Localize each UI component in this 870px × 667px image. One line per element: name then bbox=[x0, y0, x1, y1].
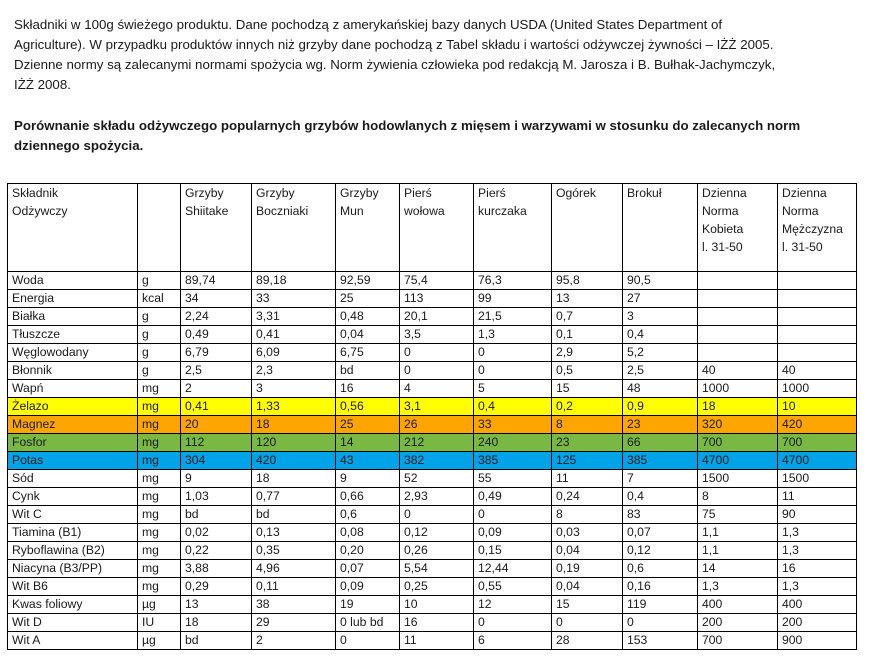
value-cell: 700 bbox=[698, 632, 778, 650]
value-cell: 2,5 bbox=[623, 362, 698, 380]
value-cell bbox=[778, 326, 857, 344]
value-cell: 5,2 bbox=[623, 344, 698, 362]
value-cell: 0,56 bbox=[336, 398, 400, 416]
value-cell bbox=[698, 308, 778, 326]
value-cell: 2 bbox=[252, 632, 336, 650]
column-header-line: Ogórek bbox=[556, 186, 596, 200]
column-header-line: Norma bbox=[702, 204, 739, 218]
nutrient-name-cell: Tiamina (B1) bbox=[8, 524, 138, 542]
value-cell: 10 bbox=[400, 596, 474, 614]
column-header-line: Brokuł bbox=[627, 186, 662, 200]
unit-cell: mg bbox=[138, 416, 181, 434]
table-row bbox=[8, 380, 857, 398]
value-cell: 0,15 bbox=[474, 542, 552, 560]
table-heading bbox=[14, 116, 859, 156]
value-cell: 125 bbox=[552, 452, 623, 470]
table-body bbox=[8, 272, 857, 650]
value-cell: 2,9 bbox=[552, 344, 623, 362]
value-cell: 3 bbox=[623, 308, 698, 326]
value-cell: 385 bbox=[474, 452, 552, 470]
table-row bbox=[8, 272, 857, 290]
value-cell: 89,18 bbox=[252, 272, 336, 290]
value-cell: 1500 bbox=[778, 470, 857, 488]
value-cell: 700 bbox=[698, 434, 778, 452]
value-cell: 14 bbox=[336, 434, 400, 452]
value-cell: 6,09 bbox=[252, 344, 336, 362]
value-cell bbox=[698, 344, 778, 362]
value-cell: 21,5 bbox=[474, 308, 552, 326]
value-cell: 4,96 bbox=[252, 560, 336, 578]
value-cell: 43 bbox=[336, 452, 400, 470]
value-cell: 2,3 bbox=[252, 362, 336, 380]
value-cell bbox=[778, 344, 857, 362]
value-cell: 99 bbox=[474, 290, 552, 308]
column-header-line: Norma bbox=[782, 204, 819, 218]
value-cell: 0,5 bbox=[552, 362, 623, 380]
column-header bbox=[698, 184, 778, 272]
value-cell: 420 bbox=[252, 452, 336, 470]
value-cell: 0 bbox=[474, 344, 552, 362]
value-cell: 0,20 bbox=[336, 542, 400, 560]
value-cell bbox=[778, 308, 857, 326]
value-cell: 0,11 bbox=[252, 578, 336, 596]
value-cell: 75 bbox=[698, 506, 778, 524]
value-cell: 38 bbox=[252, 596, 336, 614]
column-header-line: Grzyby bbox=[340, 186, 379, 200]
column-header-line: Grzyby bbox=[256, 186, 295, 200]
value-cell: 0,09 bbox=[336, 578, 400, 596]
column-header bbox=[138, 184, 181, 272]
value-cell: 0 lub bd bbox=[336, 614, 400, 632]
value-cell: 1,3 bbox=[778, 542, 857, 560]
value-cell: 95,8 bbox=[552, 272, 623, 290]
value-cell: 18 bbox=[181, 614, 252, 632]
value-cell: 23 bbox=[552, 434, 623, 452]
value-cell: 0,4 bbox=[474, 398, 552, 416]
value-cell: 0 bbox=[336, 632, 400, 650]
value-cell: 16 bbox=[336, 380, 400, 398]
table-row bbox=[8, 326, 857, 344]
value-cell: 0,2 bbox=[552, 398, 623, 416]
value-cell: bd bbox=[181, 506, 252, 524]
intro-paragraph bbox=[14, 15, 859, 95]
value-cell: 90,5 bbox=[623, 272, 698, 290]
value-cell: 382 bbox=[400, 452, 474, 470]
value-cell: 20 bbox=[181, 416, 252, 434]
value-cell: 26 bbox=[400, 416, 474, 434]
column-header-line: Dzienna bbox=[702, 186, 747, 200]
value-cell: 3 bbox=[252, 380, 336, 398]
column-header-line: kurczaka bbox=[478, 204, 527, 218]
value-cell: 12 bbox=[474, 596, 552, 614]
intro-line: Składniki w 100g świeżego produktu. Dane pochodzą z amerykańskiej bazy danych USDA (United States Department of bbox=[14, 17, 723, 32]
value-cell: 89,74 bbox=[181, 272, 252, 290]
column-header-line: wołowa bbox=[404, 204, 445, 218]
value-cell: 8 bbox=[552, 506, 623, 524]
table-row bbox=[8, 398, 857, 416]
value-cell: 33 bbox=[474, 416, 552, 434]
value-cell: 19 bbox=[336, 596, 400, 614]
value-cell: 0,41 bbox=[181, 398, 252, 416]
value-cell: 0,66 bbox=[336, 488, 400, 506]
value-cell: 12,44 bbox=[474, 560, 552, 578]
value-cell: 5 bbox=[474, 380, 552, 398]
value-cell: 304 bbox=[181, 452, 252, 470]
value-cell: 3,1 bbox=[400, 398, 474, 416]
value-cell: 0,7 bbox=[552, 308, 623, 326]
value-cell: 1,1 bbox=[698, 542, 778, 560]
unit-cell: µg bbox=[138, 596, 181, 614]
table-row bbox=[8, 506, 857, 524]
value-cell: 0,24 bbox=[552, 488, 623, 506]
value-cell: 83 bbox=[623, 506, 698, 524]
column-header-line: Grzyby bbox=[185, 186, 224, 200]
value-cell: 0,35 bbox=[252, 542, 336, 560]
value-cell bbox=[778, 272, 857, 290]
value-cell: 28 bbox=[552, 632, 623, 650]
table-row bbox=[8, 632, 857, 650]
nutrient-name-cell: Potas bbox=[8, 452, 138, 470]
value-cell: 0 bbox=[623, 614, 698, 632]
unit-cell: mg bbox=[138, 578, 181, 596]
value-cell: 8 bbox=[698, 488, 778, 506]
value-cell: 29 bbox=[252, 614, 336, 632]
value-cell: 11 bbox=[400, 632, 474, 650]
value-cell: 212 bbox=[400, 434, 474, 452]
value-cell: 66 bbox=[623, 434, 698, 452]
unit-cell: mg bbox=[138, 542, 181, 560]
value-cell: 0,48 bbox=[336, 308, 400, 326]
value-cell: 0,25 bbox=[400, 578, 474, 596]
nutrient-name-cell: Fosfor bbox=[8, 434, 138, 452]
value-cell: 0,16 bbox=[623, 578, 698, 596]
value-cell: 113 bbox=[400, 290, 474, 308]
value-cell: 1,1 bbox=[698, 524, 778, 542]
value-cell: 0,9 bbox=[623, 398, 698, 416]
table-row bbox=[8, 614, 857, 632]
column-header-line: Kobieta bbox=[702, 222, 744, 236]
unit-cell: IU bbox=[138, 614, 181, 632]
value-cell bbox=[778, 290, 857, 308]
table-row bbox=[8, 524, 857, 542]
value-cell: 13 bbox=[181, 596, 252, 614]
table-row bbox=[8, 308, 857, 326]
column-header-line: Boczniaki bbox=[256, 204, 309, 218]
table-row bbox=[8, 470, 857, 488]
unit-cell: g bbox=[138, 362, 181, 380]
nutrient-name-cell: Sód bbox=[8, 470, 138, 488]
column-header bbox=[623, 184, 698, 272]
value-cell bbox=[698, 272, 778, 290]
column-header-line: Mun bbox=[340, 204, 364, 218]
value-cell: 0,04 bbox=[552, 542, 623, 560]
value-cell: 18 bbox=[698, 398, 778, 416]
unit-cell: mg bbox=[138, 524, 181, 542]
column-header-line: Składnik bbox=[12, 186, 59, 200]
nutrient-name-cell: Wit C bbox=[8, 506, 138, 524]
value-cell: 0,77 bbox=[252, 488, 336, 506]
value-cell: 90 bbox=[778, 506, 857, 524]
nutrient-name-cell: Błonnik bbox=[8, 362, 138, 380]
value-cell: 14 bbox=[698, 560, 778, 578]
value-cell: 700 bbox=[778, 434, 857, 452]
value-cell: 153 bbox=[623, 632, 698, 650]
value-cell: 3,88 bbox=[181, 560, 252, 578]
value-cell: 1,3 bbox=[778, 578, 857, 596]
value-cell: 9 bbox=[181, 470, 252, 488]
table-row bbox=[8, 344, 857, 362]
value-cell: 1500 bbox=[698, 470, 778, 488]
value-cell: 120 bbox=[252, 434, 336, 452]
value-cell: bd bbox=[336, 362, 400, 380]
value-cell: 0,07 bbox=[336, 560, 400, 578]
value-cell: 2,93 bbox=[400, 488, 474, 506]
column-header-line: l. 31-50 bbox=[782, 240, 823, 254]
value-cell: 92,59 bbox=[336, 272, 400, 290]
value-cell: 0,55 bbox=[474, 578, 552, 596]
heading-line: dziennego spożycia. bbox=[14, 138, 144, 153]
value-cell: 0,4 bbox=[623, 326, 698, 344]
value-cell: 0,29 bbox=[181, 578, 252, 596]
value-cell: 15 bbox=[552, 596, 623, 614]
value-cell: 25 bbox=[336, 416, 400, 434]
value-cell: 0,03 bbox=[552, 524, 623, 542]
value-cell: 11 bbox=[552, 470, 623, 488]
value-cell: 0,02 bbox=[181, 524, 252, 542]
value-cell: 8 bbox=[552, 416, 623, 434]
value-cell: 23 bbox=[623, 416, 698, 434]
unit-cell: mg bbox=[138, 434, 181, 452]
value-cell: 18 bbox=[252, 416, 336, 434]
value-cell: 0,22 bbox=[181, 542, 252, 560]
column-header bbox=[181, 184, 252, 272]
unit-cell: g bbox=[138, 344, 181, 362]
column-header-line: Dzienna bbox=[782, 186, 827, 200]
table-row bbox=[8, 452, 857, 470]
nutrient-name-cell: Woda bbox=[8, 272, 138, 290]
unit-cell: mg bbox=[138, 560, 181, 578]
unit-cell: g bbox=[138, 272, 181, 290]
column-header bbox=[400, 184, 474, 272]
value-cell: 52 bbox=[400, 470, 474, 488]
nutrient-name-cell: Magnez bbox=[8, 416, 138, 434]
value-cell: 75,4 bbox=[400, 272, 474, 290]
value-cell: 0,4 bbox=[623, 488, 698, 506]
value-cell: 4700 bbox=[698, 452, 778, 470]
column-header bbox=[252, 184, 336, 272]
value-cell: 0 bbox=[552, 614, 623, 632]
value-cell: 16 bbox=[400, 614, 474, 632]
value-cell: 7 bbox=[623, 470, 698, 488]
value-cell: 34 bbox=[181, 290, 252, 308]
value-cell: 1,03 bbox=[181, 488, 252, 506]
value-cell: 76,3 bbox=[474, 272, 552, 290]
value-cell: 1,3 bbox=[474, 326, 552, 344]
value-cell: 25 bbox=[336, 290, 400, 308]
value-cell: 0,08 bbox=[336, 524, 400, 542]
table-row bbox=[8, 596, 857, 614]
table-row bbox=[8, 488, 857, 506]
nutrient-name-cell: Węglowodany bbox=[8, 344, 138, 362]
value-cell: 0,49 bbox=[181, 326, 252, 344]
table-row bbox=[8, 560, 857, 578]
value-cell: 200 bbox=[778, 614, 857, 632]
value-cell: 0,12 bbox=[400, 524, 474, 542]
value-cell: 4 bbox=[400, 380, 474, 398]
nutrient-name-cell: Kwas foliowy bbox=[8, 596, 138, 614]
nutrient-name-cell: Wit D bbox=[8, 614, 138, 632]
value-cell: 0,04 bbox=[552, 578, 623, 596]
nutrient-name-cell: Wit A bbox=[8, 632, 138, 650]
value-cell: 420 bbox=[778, 416, 857, 434]
unit-cell: mg bbox=[138, 452, 181, 470]
value-cell: 48 bbox=[623, 380, 698, 398]
heading-line: Porównanie składu odżywczego popularnych grzybów hodowlanych z mięsem i warzywami w stosunku do zalecanych norm bbox=[14, 118, 801, 133]
unit-cell: mg bbox=[138, 398, 181, 416]
nutrient-name-cell: Cynk bbox=[8, 488, 138, 506]
unit-cell: mg bbox=[138, 488, 181, 506]
value-cell: 0,41 bbox=[252, 326, 336, 344]
value-cell: 55 bbox=[474, 470, 552, 488]
value-cell: 0,09 bbox=[474, 524, 552, 542]
column-header bbox=[336, 184, 400, 272]
value-cell: 900 bbox=[778, 632, 857, 650]
column-header-line: l. 31-50 bbox=[702, 240, 743, 254]
value-cell: 10 bbox=[778, 398, 857, 416]
table-header-row bbox=[8, 184, 857, 272]
column-header-line: Odżywczy bbox=[12, 204, 68, 218]
table-row bbox=[8, 578, 857, 596]
value-cell: 1000 bbox=[698, 380, 778, 398]
value-cell: bd bbox=[181, 632, 252, 650]
value-cell: 0,1 bbox=[552, 326, 623, 344]
value-cell: 0,19 bbox=[552, 560, 623, 578]
value-cell: 0 bbox=[474, 614, 552, 632]
column-header-line: Pierś bbox=[404, 186, 432, 200]
value-cell: 1,3 bbox=[778, 524, 857, 542]
value-cell: 40 bbox=[778, 362, 857, 380]
value-cell: 11 bbox=[778, 488, 857, 506]
value-cell: 0,13 bbox=[252, 524, 336, 542]
value-cell bbox=[698, 326, 778, 344]
value-cell: 3,31 bbox=[252, 308, 336, 326]
unit-cell: mg bbox=[138, 380, 181, 398]
unit-cell: mg bbox=[138, 470, 181, 488]
column-header bbox=[474, 184, 552, 272]
value-cell: 27 bbox=[623, 290, 698, 308]
value-cell: 0,26 bbox=[400, 542, 474, 560]
value-cell: 4700 bbox=[778, 452, 857, 470]
value-cell: 112 bbox=[181, 434, 252, 452]
value-cell: bd bbox=[252, 506, 336, 524]
value-cell: 0 bbox=[400, 362, 474, 380]
nutrient-name-cell: Wit B6 bbox=[8, 578, 138, 596]
value-cell: 2,5 bbox=[181, 362, 252, 380]
value-cell: 16 bbox=[778, 560, 857, 578]
column-header bbox=[778, 184, 857, 272]
value-cell: 2,24 bbox=[181, 308, 252, 326]
value-cell: 1,33 bbox=[252, 398, 336, 416]
value-cell: 3,5 bbox=[400, 326, 474, 344]
nutrient-name-cell: Wapń bbox=[8, 380, 138, 398]
table-row bbox=[8, 434, 857, 452]
intro-line: IŻŻ 2008. bbox=[14, 77, 71, 92]
unit-cell: kcal bbox=[138, 290, 181, 308]
column-header-line: Mężczyzna bbox=[782, 222, 843, 236]
value-cell: 0 bbox=[474, 506, 552, 524]
value-cell: 385 bbox=[623, 452, 698, 470]
value-cell: 18 bbox=[252, 470, 336, 488]
value-cell: 0 bbox=[474, 362, 552, 380]
nutrient-name-cell: Białka bbox=[8, 308, 138, 326]
value-cell: 33 bbox=[252, 290, 336, 308]
column-header bbox=[8, 184, 138, 272]
value-cell: 6,75 bbox=[336, 344, 400, 362]
value-cell: 5,54 bbox=[400, 560, 474, 578]
unit-cell: g bbox=[138, 326, 181, 344]
value-cell: 0,04 bbox=[336, 326, 400, 344]
nutrient-name-cell: Niacyna (B3/PP) bbox=[8, 560, 138, 578]
value-cell: 15 bbox=[552, 380, 623, 398]
unit-cell: µg bbox=[138, 632, 181, 650]
value-cell: 1000 bbox=[778, 380, 857, 398]
value-cell: 400 bbox=[698, 596, 778, 614]
nutrient-name-cell: Tłuszcze bbox=[8, 326, 138, 344]
value-cell: 400 bbox=[778, 596, 857, 614]
intro-line: Dzienne normy są zalecanymi normami spożycia wg. Norm żywienia człowieka pod redakcją M. Jarosza i B. Bułhak-Jachymczyk, bbox=[14, 57, 776, 72]
value-cell: 119 bbox=[623, 596, 698, 614]
nutrient-name-cell: Energia bbox=[8, 290, 138, 308]
value-cell: 0,6 bbox=[623, 560, 698, 578]
value-cell: 0,12 bbox=[623, 542, 698, 560]
value-cell: 0,07 bbox=[623, 524, 698, 542]
value-cell: 320 bbox=[698, 416, 778, 434]
value-cell: 6 bbox=[474, 632, 552, 650]
value-cell: 13 bbox=[552, 290, 623, 308]
value-cell bbox=[698, 290, 778, 308]
column-header bbox=[552, 184, 623, 272]
unit-cell: g bbox=[138, 308, 181, 326]
value-cell: 0,6 bbox=[336, 506, 400, 524]
intro-line: Agriculture). W przypadku produktów innych niż grzyby dane pochodzą z Tabel składu i wartości odżywczej żywności – IŻŻ 2005. bbox=[14, 37, 774, 52]
value-cell: 240 bbox=[474, 434, 552, 452]
nutrient-name-cell: Żelazo bbox=[8, 398, 138, 416]
table-row bbox=[8, 362, 857, 380]
value-cell: 0 bbox=[400, 506, 474, 524]
value-cell: 0,49 bbox=[474, 488, 552, 506]
value-cell: 0 bbox=[400, 344, 474, 362]
value-cell: 2 bbox=[181, 380, 252, 398]
value-cell: 40 bbox=[698, 362, 778, 380]
column-header-line: Pierś bbox=[478, 186, 506, 200]
value-cell: 6,79 bbox=[181, 344, 252, 362]
nutrition-table bbox=[7, 183, 857, 650]
value-cell: 20,1 bbox=[400, 308, 474, 326]
value-cell: 1,3 bbox=[698, 578, 778, 596]
table-row bbox=[8, 290, 857, 308]
value-cell: 200 bbox=[698, 614, 778, 632]
unit-cell: mg bbox=[138, 506, 181, 524]
table-row bbox=[8, 542, 857, 560]
value-cell: 9 bbox=[336, 470, 400, 488]
table-row bbox=[8, 416, 857, 434]
column-header-line: Shiitake bbox=[185, 204, 229, 218]
nutrient-name-cell: Ryboflawina (B2) bbox=[8, 542, 138, 560]
